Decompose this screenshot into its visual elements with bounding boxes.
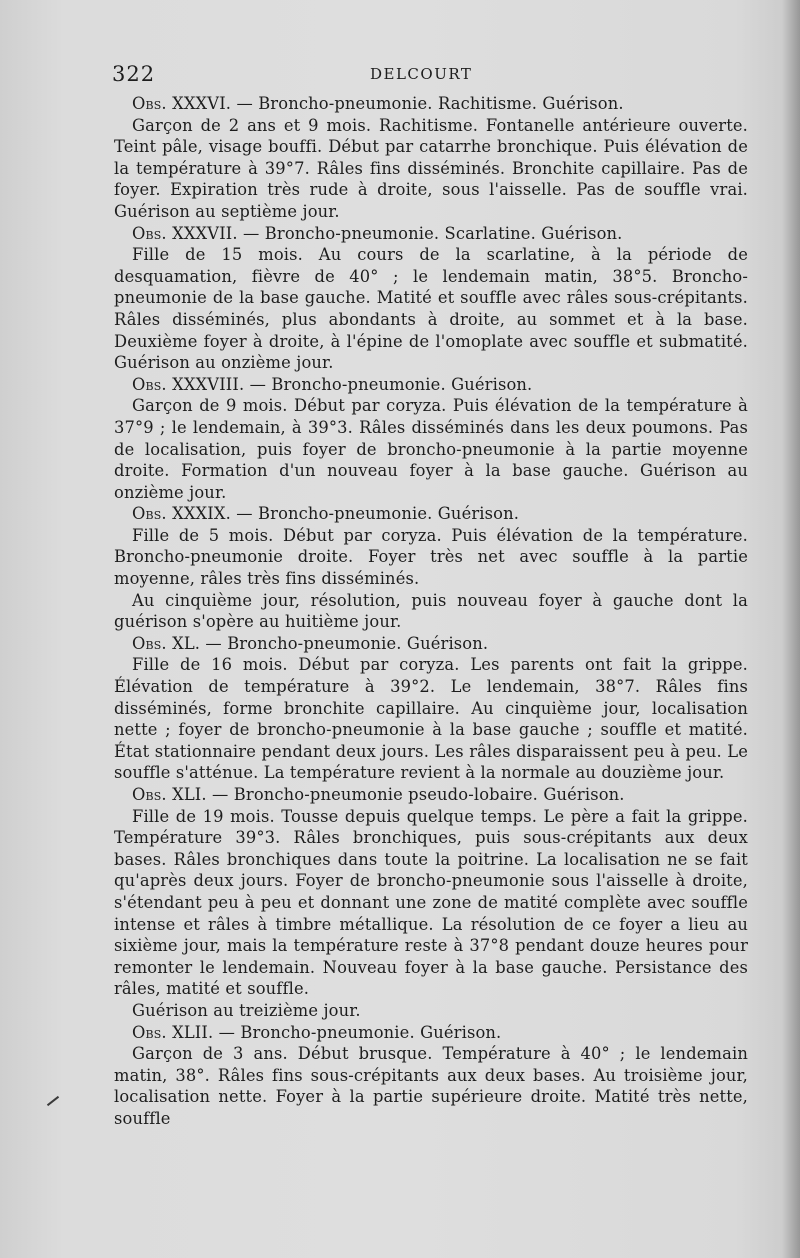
observation-paragraph: Garçon de 2 ans et 9 mois. Rachitisme. Fontanelle antérieure ouverte. Teint pâle, visage bouffi. Début par catarrhe bronchique. Puis élévation de la température à 39°7. Râles fins disséminés. Bronchite capillaire. Pas de foyer. Expiration très rude à droite, sous l'aisselle. Pas de souffle vrai. Guérison au septième jour. [114,115,748,221]
observation-label: Obs. [132,785,167,804]
page-header [112,62,748,92]
observation-title [114,93,748,115]
observation-heading: XLII. — Broncho-pneumonie. Guérison. [172,1022,502,1042]
page-edge-shadow [782,0,800,1258]
observation-paragraph: Fille de 19 mois. Tousse depuis quelque temps. Le père a fait la grippe. Température 39°3. Râles bronchiques, puis sous-crépitants aux deux bases. Râles bronchiques dans toute la poitrine. La localisation ne se fait qu'après deux jours. Foyer de broncho-pneumonie sous l'aisselle à droite, s'étendant peu à peu et donnant une zone de matité complète avec souffle intense et râles à timbre métallique. La résolution de ce foyer a lieu au sixième jour, mais la température reste à 37°8 pendant douze heures pour remonter le lendemain. Nouveau foyer à la base gauche. Persistance des râles, matité et souffle. [114,806,748,999]
observation-paragraph: Fille de 15 mois. Au cours de la scarlatine, à la période de desquamation, fièvre de 40° ; le lendemain matin, 38°5. Broncho-pneumonie de la base gauche. Matité et souffle avec râles sous-crépitants. Râles disséminés, plus abondants à droite, au sommet et à la base. Deuxième foyer à droite, à l'épine de l'omoplate avec souffle et submatité. Guérison au onzième jour. [114,245,748,373]
observation-label: Obs. [132,374,167,394]
observation-title [114,503,748,525]
observation-heading: XXXIX. — Broncho-pneumonie. Guérison. [172,504,520,524]
ink-mark [47,1096,59,1106]
observation-title [114,223,748,245]
observation-paragraph: Garçon de 3 ans. Début brusque. Température à 40° ; le lendemain matin, 38°. Râles fins sous-crépitants aux deux bases. Au troisième jour, localisation nette. Foyer à la partie supérieure droite. Matité très nette, souffle [114,1044,748,1128]
observation-paragraph: Garçon de 9 mois. Début par coryza. Puis élévation de la température à 37°9 ; le lendemain, à 39°3. Râles disséminés dans les deux poumons. Pas de localisation, puis foyer de broncho-pneumonie à la partie moyenne droite. Formation d'un nouveau foyer à la base gauche. Guérison au onzième jour. [114,396,748,502]
observation-heading: XXXVIII. — Broncho-pneumonie. Guérison. [172,374,533,394]
observation-paragraph: Guérison au treizième jour. [132,1000,361,1020]
observation-label: Obs. [132,1022,167,1042]
observation-title [114,633,748,655]
observation-heading: XL. — Broncho-pneumonie. Guérison. [172,633,489,653]
observation-title [114,784,748,806]
observation-heading: XXXVII. — Broncho-pneumonie. Scarlatine. Guérison. [172,223,623,243]
observation-label: Obs. [132,504,167,524]
observation-label: Obs. [132,94,167,113]
observation-label: Obs. [132,223,167,243]
observation-heading: XLI. — Broncho-pneumonie pseudo-lobaire. Guérison. [172,785,625,804]
observation-heading: XXXVI. — Broncho-pneumonie. Rachitisme. Guérison. [172,94,624,113]
observation-title [114,374,748,396]
observation-paragraph: Fille de 16 mois. Début par coryza. Les parents ont fait la grippe. Élévation de température à 39°2. Le lendemain, 38°7. Râles fins disséminés, forme bronchite capillaire. Au cinquième jour, localisation nette ; foyer de broncho-pneumonie à la base gauche ; souffle et matité. État stationnaire pendant deux jours. Les râles disparaissent peu à peu. Le souffle s'atténue. La température revient à la normale au douzième jour. [114,655,748,783]
page-number: 322 [112,62,156,86]
observation-paragraph: Fille de 5 mois. Début par coryza. Puis élévation de la température. Broncho-pneumonie droite. Foyer très net avec souffle à la partie moyenne, râles très fins disséminés. [114,525,748,589]
observation-title [114,1022,748,1044]
body-text [114,93,748,1130]
observation-label: Obs. [132,633,167,653]
running-head: DELCOURT [370,65,473,83]
observation-paragraph: Au cinquième jour, résolution, puis nouveau foyer à gauche dont la guérison s'opère au huitième jour. [114,590,748,632]
